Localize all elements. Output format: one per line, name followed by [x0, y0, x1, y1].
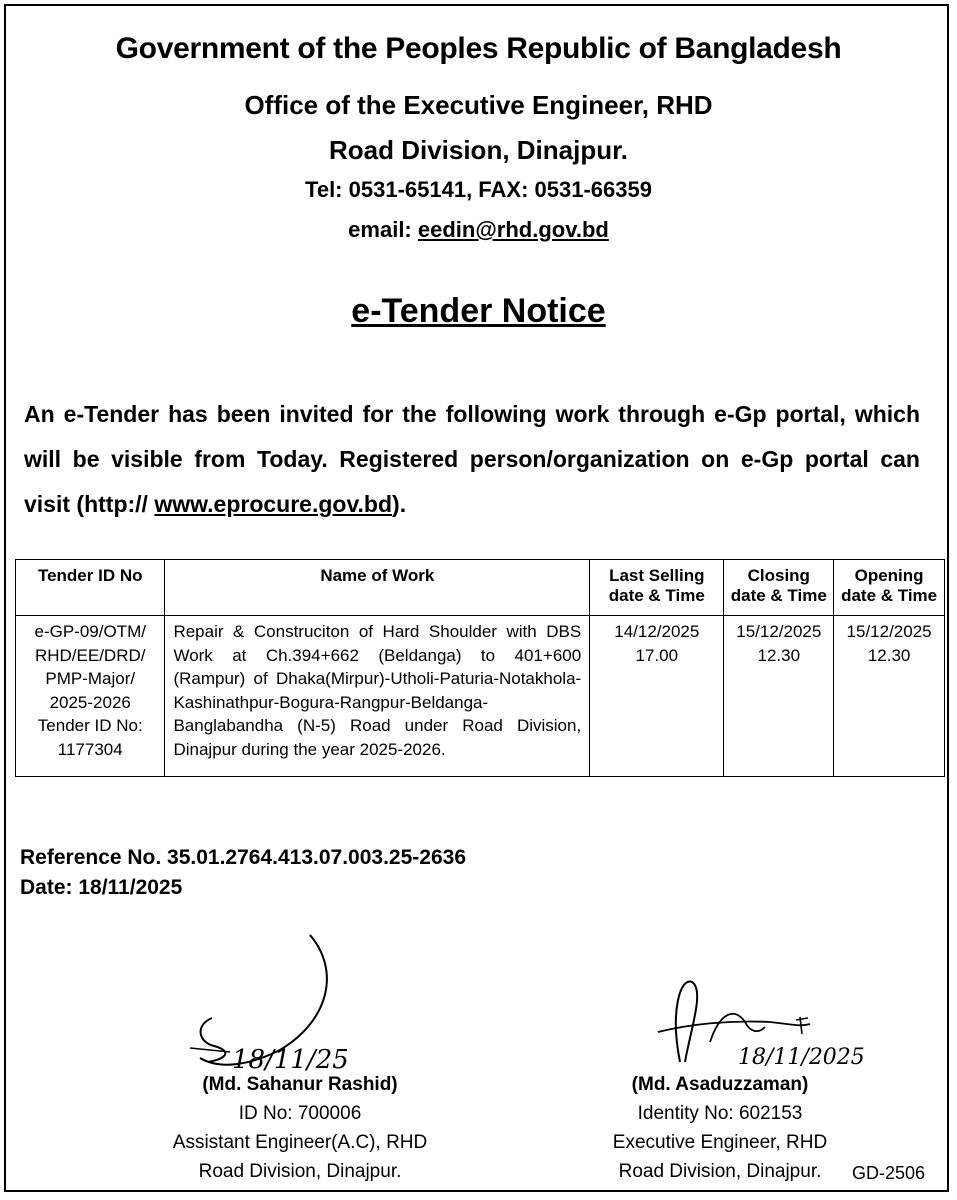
document-code: GD-2506: [852, 1163, 926, 1183]
closing-date: 15/12/2025: [736, 622, 822, 641]
right-signatory-office: Road Division, Dinajpur.: [618, 1161, 822, 1182]
left-signatory-office: Road Division, Dinajpur.: [198, 1161, 402, 1182]
right-signature: [650, 972, 870, 1082]
tender-id-line: 1177304: [57, 739, 123, 759]
right-signatory-designation: Executive Engineer, RHD: [612, 1132, 828, 1153]
reference-date: Date: 18/11/2025: [20, 876, 183, 899]
eprocure-link[interactable]: www.eprocure.gov.bd: [154, 491, 393, 517]
right-signature-date: 18/11/2025: [738, 1045, 865, 1070]
header-contact: Tel: 0531-65141, FAX: 0531-66359: [305, 177, 652, 202]
cell-name-of-work: Repair & Construciton of Hard Shoulder with DBS Work at Ch.394+662 (Beldanga) to 401+600 (Rampur) of Dhaka(Mirpur)-Utholi-Paturia-Notakhola-Kashinathpur-Bogura-Rangpur-Beldanga-Banglabandha (N-5) Road under Road Division, Dinajpur during the year 2025-2026.: [165, 616, 590, 777]
right-signatory-name: (Md. Asaduzzaman): [631, 1074, 809, 1095]
intro-text: An e-Tender has been invited for the following work through e-Gp portal, which will be visible from Today. Registered person/organization on e-Gp portal can visit (http://: [24, 401, 920, 517]
closing-time: 12.30: [757, 645, 801, 665]
tender-id-line: e-GP-09/OTM/: [34, 622, 146, 641]
header-closing: Closing date & Time: [724, 560, 834, 616]
cell-last-selling: [590, 616, 724, 777]
cell-tender-id: [16, 616, 165, 777]
left-signatory-designation: Assistant Engineer(A.C), RHD: [172, 1132, 428, 1153]
header-email-line: [0, 217, 957, 243]
header-opening: Opening date & Time: [834, 560, 945, 616]
email-link[interactable]: eedin@rhd.gov.bd: [417, 217, 609, 242]
left-signatory-id: ID No: 700006: [238, 1103, 362, 1124]
cell-opening: [834, 616, 945, 777]
intro-text-end: ).: [392, 491, 407, 517]
tender-id-line: RHD/EE/DRD/: [34, 645, 146, 665]
reference-block: [20, 843, 466, 903]
table-row: [16, 616, 945, 777]
header-last-selling: Last Selling date & Time: [590, 560, 724, 616]
tender-id-line: PMP-Major/: [45, 669, 136, 688]
left-signature: [190, 930, 360, 1080]
last-selling-time: 17.00: [635, 645, 679, 665]
notice-title: e-Tender Notice: [351, 292, 606, 330]
last-selling-date: 14/12/2025: [614, 622, 700, 641]
tender-table: [15, 559, 945, 777]
header-name-of-work: Name of Work: [165, 560, 590, 616]
left-signature-date: 18/11/25: [232, 1045, 349, 1075]
header-division: Road Division, Dinajpur.: [328, 135, 629, 165]
table-header-row: [16, 560, 945, 616]
opening-date: 15/12/2025: [846, 622, 932, 641]
tender-id-line: Tender ID No:: [37, 716, 143, 735]
header-tender-id: Tender ID No: [16, 560, 165, 616]
right-signatory-id: Identity No: 602153: [637, 1103, 803, 1124]
header-government: Government of the Peoples Republic of Bangladesh: [115, 32, 842, 65]
opening-time: 12.30: [867, 645, 911, 665]
email-label: email:: [348, 217, 412, 242]
left-signatory-name: (Md. Sahanur Rashid): [202, 1074, 398, 1095]
tender-id-line: 2025-2026: [49, 692, 131, 712]
reference-number: Reference No. 35.01.2764.413.07.003.25-2636: [20, 846, 466, 869]
cell-closing: [724, 616, 834, 777]
intro-paragraph: [24, 392, 920, 527]
signatory-left: [120, 1070, 480, 1186]
header-office: Office of the Executive Engineer, RHD: [244, 90, 713, 120]
signatory-right: [540, 1070, 900, 1186]
